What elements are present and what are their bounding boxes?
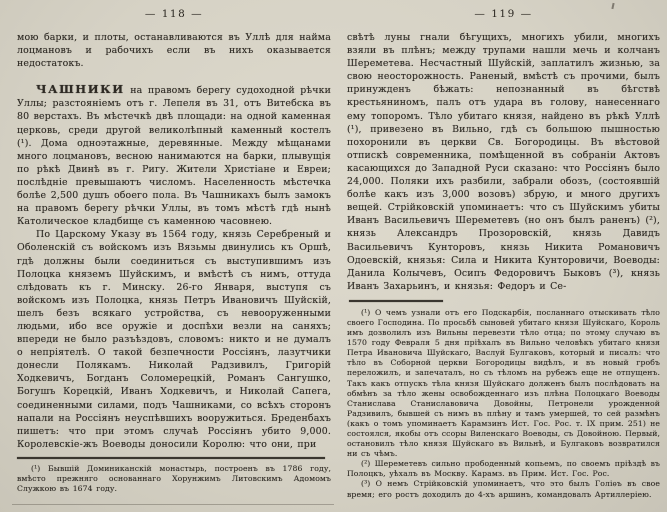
page-119 xyxy=(336,0,667,512)
footnote-2-right: (²) Шереметевъ сильно прободенный копьемъ, по своемъ пріѣздѣ въ Полоцкъ, уѣхалъ въ Москву. Карамз. въ Прим. Ист. Гос. Рос. xyxy=(347,459,660,479)
page-118-body xyxy=(17,31,331,451)
footnote-1-left: (¹) Бывшій Доминиканскій монастырь, построенъ въ 1786 году, вмѣсто прежняго основаннаго Хорунжимъ Литовскимъ Адомомъ Служкою въ 1674 году. xyxy=(17,463,331,494)
page-number-119: — 119 — xyxy=(474,8,533,20)
scan-artifact-bottom-line xyxy=(12,504,334,505)
page-118-footnotes xyxy=(17,464,331,494)
page-number-118: — 118 — xyxy=(144,8,204,20)
footnote-separator-left xyxy=(17,457,325,459)
paragraph-tsar-ukaz: По Царскому Указу въ 1564 году, князь Серебреный и Оболенскій съ войскомъ изъ Вязьмы двинулись къ Оршѣ, гдѣ должны были соединиться съ выступившимъ изъ Полоцка княземъ Шуйскимъ, и вмѣстѣ съ нимъ, оттуда слѣдовать къ г. Минску. 26-го Января, выступя съ войскомъ изъ Полоцка, князь Петръ Ивановичъ Шуйскій, шелъ безъ всякаго устройства, съ невооруженными людьми, ибо все оружіе и доспѣхи везли на саняхъ; впереди не было разъѣздовъ, словомъ: никто и не думалъ о непріятелѣ. О такой безпечности Россіянъ, лазутчики донесли Полякамъ. Николай Радзивилъ, Григорій Ходкевичъ, Богданъ Соломерецкій, Романъ Сангушко, Богушъ Корецкій, Иванъ Ходкевичъ, и Николай Сапега, соединенными силами, подъ Чашниками, со всѣхъ сторонъ напали на Россіянъ неуспѣвшихъ вооружиться. Бреденбахъ пишетъ: что при этомъ случаѣ Россіянъ убито 9,000. Королевскіе-жъ Воеводы доносили Королю: что они, при xyxy=(17,229,331,450)
section-text: на правомъ берегу судоходной рѣчки Уллы; разстояніемъ отъ г. Лепеля въ 31, отъ Витебска въ 80 верстахъ. Въ мѣстечкѣ двѣ площади: на одной каменная церковь, среди другой великолѣпный каменный костелъ (¹). Дома одноэтажные, деревянные. Между мѣщанами много лоцмановъ, весною нанимаются на барки, плывущія по рѣкѣ Двинѣ въ г. Ригу. Жители Христіане и Евреи; послѣдніе превышаютъ числомъ. Населенность мѣстечка болѣе 2,500 душъ обоего пола. Въ Чашникахъ былъ замокъ на правомъ берегу рѣчки Уллы, въ томъ мѣстѣ гдѣ нынѣ Католическое кладбище съ каменною часовнею. xyxy=(17,85,331,228)
footnote-separator-right xyxy=(349,300,443,302)
footnote-1-right: (¹) О чемъ узнали отъ его Подскарбія, посланнаго отыскивать тѣло своего Господина. По просьбѣ сыновей убитаго князя Шуйскаго, Король имъ дозволилъ изъ Вильны перевезти тѣло отца; по этому случаю въ 1570 году Февраля 5 дня пріѣхалъ въ Вильно человѣкъ убитаго князя Петра Ивановича Шуйскаго, Васлуй Булгаковъ, который и писалъ: что тѣло въ Соборной церкви Богородицы видѣлъ, и въ новый гробъ переложилъ, и запечаталъ, но съ тѣломъ на рубежъ еще не отпущенъ. Такъ какъ отпускъ тѣла князя Шуйскаго долженъ былъ послѣдовать на обмѣнъ за тѣло жены освобожденнаго изъ плѣна Полоцкаго Воеводы Станислава Станиславовича Довойны, Петронели урожденной Радзивилъ, бывшей съ нимъ въ плѣну и тамъ умершей, то сей размѣнъ (какъ о томъ упоминаетъ Карамзинъ Ист. Гос. Рос. т. IX прим. 251) не состоялся, якобы отъ ссоры Виленскаго Воеводы, съ Довойною. Первый, остановилъ тѣло князя Шуйскаго въ Вильнѣ, и Булгаковъ возвратился ни съ чѣмъ. xyxy=(347,307,660,459)
paragraph-continuation-from-previous-page: мою барки, и плоты, останавливаются въ Уллѣ для найма лоцмановъ и рабочихъ если въ нихъ оказывается недостатокъ. xyxy=(17,32,331,70)
page-119-footnotes xyxy=(347,308,660,500)
paragraph-chashniki xyxy=(17,83,331,228)
paragraph-continuation-battle: свѣтѣ луны гнали бѣгущихъ, многихъ убили, многихъ взяли въ плѣнъ; между трупами нашли мечь и колчанъ Шереметева. Несчастный Шуйскій, заплатилъ жизнью, за свою неосторожность. Раненый, вмѣстѣ съ прочими, былъ принужденъ бѣжать: непознанный въ бѣгствѣ крестьяниномъ, палъ отъ удара въ голову, нанесеннаго ему топоромъ. Тѣло убитаго князя, найдено въ рѣкѣ Уллѣ (¹), привезено въ Вильно, гдѣ съ большою пышностью похоронили въ церкви Св. Богородицы. Въ вѣстовой отпискѣ современника, помѣщенной въ собраніи Актовъ касающихся до Западной Руси сказано: что Россіянъ было 24,000. Поляки ихъ разбили, забрали обозъ, (состоявшій болѣе какъ изъ 3,000 возовъ) збрую, и много другихъ вещей. Стрійковскій упоминаетъ: что съ Шуйскимъ убиты Иванъ Васильевичъ Шереметевъ (но онъ былъ раненъ) (²), князь Александръ Прозоровскій, князь Давидъ Васильевичъ Кунторовъ, князь Никита Романовичъ Одоевскій, князья: Сила и Никита Кунторовичи, Воеводы: Данила Колычевъ, Осипъ Федоровичъ Быковъ (³), князь Иванъ Захарьинъ, и князья: Федоръ и Се- xyxy=(347,32,660,292)
section-heading-chashniki: ЧАШНИКИ xyxy=(36,82,125,97)
footnote-3-right: (³) О немъ Стрійковскій упоминаетъ, что это былъ Голіѳъ въ свое время; его ростъ доходилъ до 4-хъ аршинъ, командовалъ Артиллеріею. xyxy=(347,479,660,499)
page-119-body xyxy=(347,31,660,293)
